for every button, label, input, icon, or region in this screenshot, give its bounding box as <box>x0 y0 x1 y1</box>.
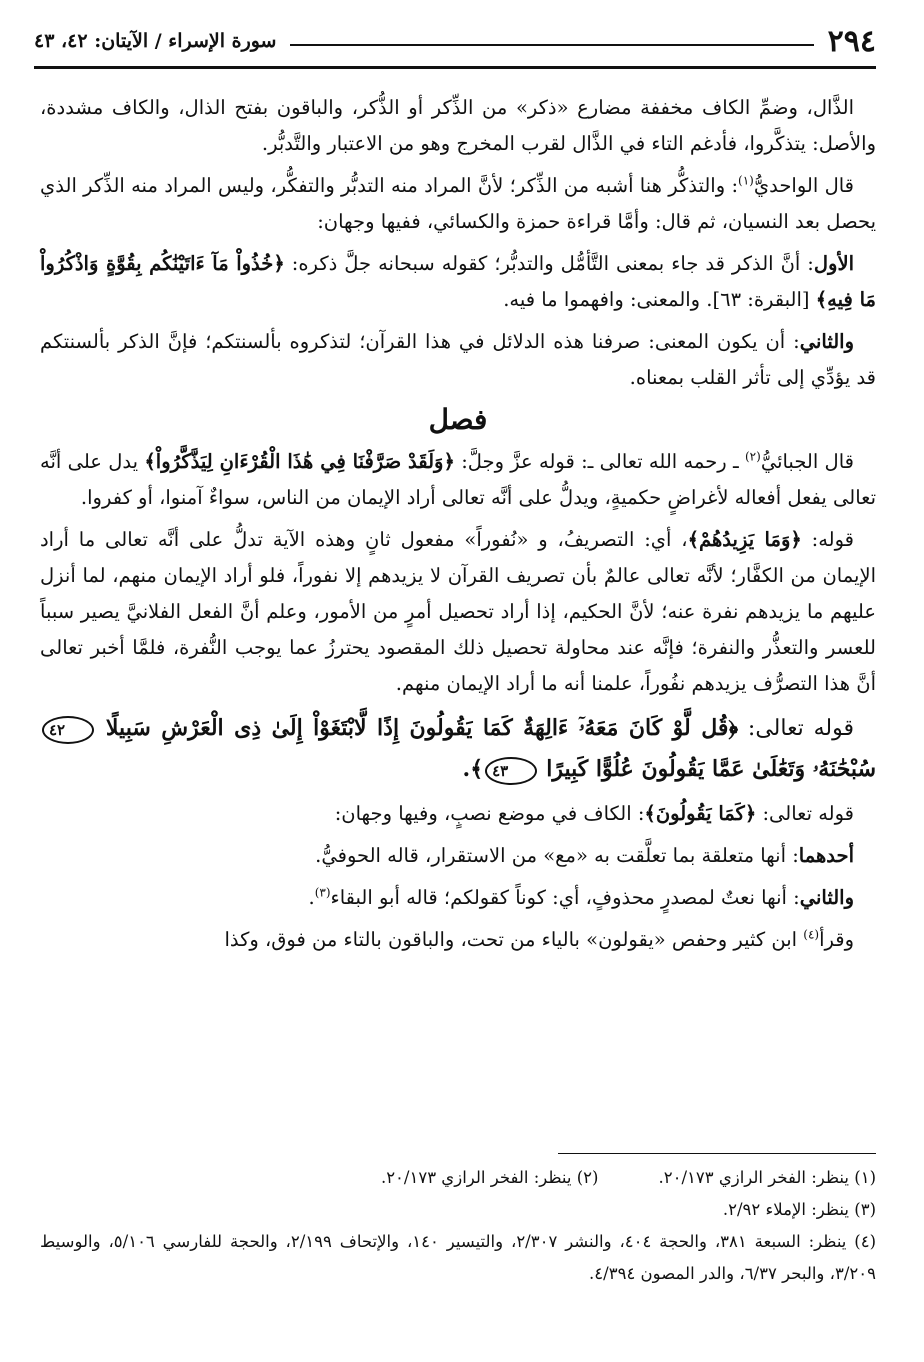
paragraph-text: وقرأ <box>819 928 854 951</box>
footnote-rule <box>558 1153 876 1154</box>
quran-quote: ﴿كَمَا يَقُولُونَ﴾ <box>644 802 757 825</box>
section-heading: فصل <box>428 403 488 436</box>
paragraph-6 <box>40 522 876 702</box>
paragraph-text: ، أي: التصريفُ، و «نُفوراً» مفعول ثانٍ وهذه الآية تدلُّ على أنَّه تعالى ما أراد الإيمان من الكفَّار؛ لأنَّه تعالى عالمٌ بأن تصريف القرآن لا يزيدهم إلا نفوراً، فلو أراد الإيمان منهم، لما أنزل عليهم ما يزيدهم نفرة عنه؛ لأنَّ الحكيم، إذا أراد تحصيل أمرٍ من الأمور، وعلم أنَّ الفعل الفلانيَّ يصير سبباً للعسر والتعذُّر والنفرة؛ فإنَّه عند محاولة تحصيل ذلك المقصود يحترزُ عما يوجب النُّفرة، فلمَّا أخبر تعالى أنَّ هذا التصرُّف يزيدهم نفُوراً، علمنا أنه ما أراد الإيمان منهم. <box>40 528 876 695</box>
footnote-ref-3: (٣) <box>314 885 331 900</box>
footnote-ref-4: (٤) <box>803 927 820 942</box>
footnotes <box>40 1162 876 1290</box>
paragraph-text: يدل على أنَّه تعالى يفعل أفعاله لأغراضٍ حكميةٍ، ويدلُّ على أنَّه تعالى أراد الإيمان من الناس، سواءٌ آمنوا، أو كفروا. <box>40 450 876 509</box>
paragraph-text: : الكاف في موضع نصبٍ، وفيها وجهان: <box>334 802 645 825</box>
lead-word: الأول <box>813 252 854 275</box>
footnote-4: (٤) ينظر: السبعة ٣٨١، والحجة ٤٠٤، والنشر ٢/٣٠٧، والتيسير ١٤٠، والإتحاف ٢/١٩٩، والحجة للفارسي ٥/١٠٦، والوسيط ٣/٢٠٩، والبحر ٦/٣٧، والدر المصون ٤/٣٩٤. <box>40 1232 877 1283</box>
lead-word: والثاني <box>799 330 854 353</box>
paragraph-8 <box>40 838 876 874</box>
ayah-number-marker: ٤٣ <box>485 757 537 785</box>
quran-quote: ﴿وَمَا يَزِيدُهُمْ﴾ <box>687 528 802 551</box>
footnote-1: (١) ينظر: الفخر الرازي ٢٠/١٧٣. <box>658 1168 876 1187</box>
paragraph-7 <box>40 796 876 832</box>
lead-word: والثاني <box>799 886 854 909</box>
running-title: سورة الإسراء / الآيتان: ٤٢، ٤٣ <box>34 30 277 52</box>
paragraph-4 <box>40 324 876 396</box>
verse-text-2: سُبْحَٰنَهُۥ وَتَعَٰلَىٰ عَمَّا يَقُولُونَ عُلُوًّا كَبِيرًا <box>546 756 876 782</box>
main-text <box>40 90 876 964</box>
paragraph-5 <box>40 444 876 516</box>
paragraph-2 <box>40 168 876 240</box>
header-short-rule <box>290 44 813 46</box>
paragraph-text: : أن يكون المعنى: صرفنا هذه الدلائل في هذا القرآن؛ لتذكروه بألسنتكم؛ فإنَّ الذكر بألسنتكم قد يؤدِّي إلى تأثر القلب بمعناه. <box>40 330 876 389</box>
header-rule <box>34 66 876 69</box>
paragraph-text: قوله: <box>801 528 854 551</box>
paragraph-text: قال الواحديُّ <box>753 174 854 197</box>
footnote-row <box>40 1162 876 1194</box>
paragraph-text: قال الجبائيُّ <box>760 450 854 473</box>
quran-quote: ﴿وَلَقَدْ صَرَّفْنَا فِي هَٰذَا الْقُرْءَانِ لِيَذَّكَّرُواْ﴾ <box>144 450 455 473</box>
quran-quote: ﴿خُذُواْ مَآ ءَاتَيْنَٰكُم بِقُوَّةٍ وَاذْكُرُواْ مَا فِيهِ﴾ <box>40 252 876 311</box>
verse-paragraph <box>40 708 876 790</box>
paragraph-text: ابن كثير وحفص «يقولون» بالياء من تحت، والباقون بالتاء من فوق، وكذا <box>224 928 804 951</box>
paragraph-9 <box>40 880 876 916</box>
verse-close: ﴾. <box>462 756 484 782</box>
paragraph-text: ـ رحمه الله تعالى ـ: قوله عزَّ وجلَّ: <box>454 450 745 473</box>
paragraph-10 <box>40 922 876 958</box>
paragraph-text: : والتذكُّر هنا أشبه من الذِّكر؛ لأنَّ المراد منه التدبُّر والتفكُّر، وليس المراد منه الذِّكر الذي يحصل بعد النسيان، ثم قال: وأمَّا قراءة حمزة والكسائي، ففيها وجهان: <box>40 174 876 233</box>
lead-word: أحدهما <box>798 844 854 867</box>
footnote-2: (٢) ينظر: الفخر الرازي ٢٠/١٧٣. <box>380 1168 599 1187</box>
paragraph-text: . <box>308 886 315 909</box>
paragraph-1: الذَّال، وضمِّ الكاف مخففة مضارع «ذكر» من الذِّكر أو الذُّكر، والباقون بفتح الذال، والكاف مشددة، والأصل: يتذكَّروا، فأدغم التاء في الذَّال لقرب المخرج وهو من الاعتبار والتَّدبُّر. <box>40 96 876 155</box>
verse-intro: قوله تعالى: <box>738 716 854 741</box>
footnote-ref-2: (٢) <box>744 449 761 464</box>
footnote-ref-1: (١) <box>738 173 754 188</box>
paragraph-text: قوله تعالى: <box>756 802 854 825</box>
paragraph-text: : أنَّ الذكر قد جاء بمعنى التَّأمُّل والتدبُّر؛ كقوله سبحانه جلَّ ذكره: <box>284 252 814 275</box>
verse-text-1: ﴿قُل لَّوْ كَانَ مَعَهُۥٓ ءَالِهَةٌ كَمَا يَقُولُونَ إِذًا لَّابْتَغَوْاْ إِلَىٰ ذِى الْعَرْشِ سَبِيلًا <box>105 715 739 741</box>
ayah-number-marker: ٤٢ <box>42 716 94 744</box>
paragraph-text: [البقرة: ٦٣]. والمعنى: وافهموا ما فيه. <box>503 288 816 311</box>
page-number: ٢٩٤ <box>827 23 876 59</box>
paragraph-3 <box>40 246 876 318</box>
paragraph-text: : أنها متعلقة بما تعلَّقت به «مع» من الاستقرار، قاله الحوفيُّ. <box>315 844 799 867</box>
paragraph-text: : أنها نعتٌ لمصدرٍ محذوفٍ، أي: كوناً كقولكم؛ قاله أبو البقاء <box>330 886 800 909</box>
footnote-3: (٣) ينظر: الإملاء ٢/٩٢. <box>722 1200 876 1219</box>
page-header <box>34 18 876 64</box>
